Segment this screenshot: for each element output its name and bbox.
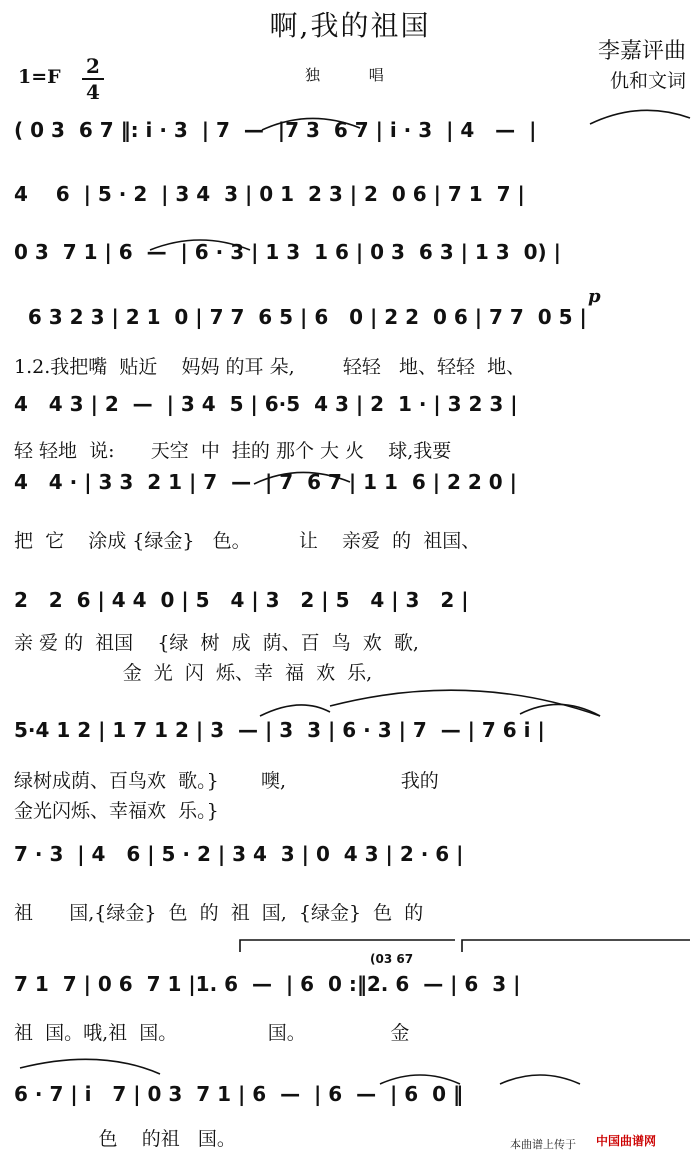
slur-arc [20,1059,160,1074]
lyrics-line-8: 绿树成荫、百鸟欢 歌。} 噢, 我的 [14,770,439,792]
volta-2-bracket [462,940,690,952]
notation-line-7: 2 2 6 | 4 4 0 | 5 4 | 3 2 | 5 4 | 3 2 | [14,588,469,612]
slur-arc [262,118,360,130]
lyrics-line-5: 轻 轻地 说: 天空 中 挂的 那个 大 火 球,我要 [14,440,452,462]
slur-arc [260,705,330,716]
notation-line-6: 4 4 · | 3 3 2 1 | 7 — | 7 6 7 | 1 1 6 | 2 2 0 | [14,470,517,494]
slur-arc [500,1075,580,1084]
notation-line-8: 5·4 1 2 | 1 7 1 2 | 3 — | 3 3 | 6 · 3 | 7 — | 7 6 i | [14,718,545,742]
lyrics-line-7: 亲 爱 的 祖国 {绿 树 成 荫、百 鸟 欢 歌, [14,632,419,654]
meter-bottom: 4 [82,78,104,104]
slur-arc [520,704,600,716]
volta-1-bracket [240,940,455,952]
dynamic-marking: p [588,286,601,307]
lyrics-line-11: 色 的祖 国。 [14,1128,236,1150]
notation-line-11: 6 · 7 | i 7 | 0 3 7 1 | 6 — | 6 — | 6 0 ‖ [14,1082,464,1106]
notation-line-2: 4 6 | 5 · 2 | 3 4 3 | 0 1 2 3 | 2 0 6 | 7 1 7 | [14,182,525,206]
slur-arc [254,472,350,484]
page-title: 啊,我的祖国 [269,9,431,42]
lyrics-line-6: 把 它 涂成 {绿金} 色。 让 亲爱 的 祖国、 [14,530,481,552]
site-logo: 中国曲谱网 [596,1134,657,1148]
lyrics-line-10: 祖 国。哦,祖 国。 国。 金 [14,1022,410,1044]
lyricist-credit: 仇和文词 [609,70,686,92]
volta-pickup: (03 67 [370,952,414,966]
slur-arc [380,1075,460,1084]
lyrics-line-8b: 金光闪烁、幸福欢 乐。} [14,800,219,822]
lyrics-line-7b: 金 光 闪 烁、幸 福 欢 乐, [14,662,373,684]
notation-line-1: ( 0 3 6 7 ‖: i · 3 | 7 — |7 3 6 7 | i · 3 | 4 — | [14,118,537,142]
lyrics-line-9: 祖 国,{绿金} 色 的 祖 国, {绿金} 色 的 [14,902,424,924]
key-signature: 1=F [18,66,61,88]
slur-arc [150,240,250,250]
slur-arc [590,110,690,124]
notation-line-9: 7 · 3 | 4 6 | 5 · 2 | 3 4 3 | 0 4 3 | 2 · 6 | [14,842,464,866]
notation-line-4: 6 3 2 3 | 2 1 0 | 7 7 6 5 | 6 0 | 2 2 0 6 | 7 7 0 5 | [14,305,587,329]
composer-credit: 李嘉评曲 [597,39,686,64]
upload-note: 本曲谱上传于 [510,1138,576,1151]
notation-line-3: 0 3 7 1 | 6 — | 6 · 3 | 1 3 1 6 | 0 3 6 3 | 1 3 0) | [14,240,561,264]
notation-line-10: 7 1 7 | 0 6 7 1 |1. 6 — | 6 0 :‖2. 6 — | 6 3 | [14,972,521,996]
performance-type: 独 唱 [305,66,406,84]
slur-arc [330,690,600,716]
meter-top: 2 [86,54,100,78]
notation-line-5: 4 4 3 | 2 — | 3 4 5 | 6·5 4 3 | 2 1 · | 3 2 3 | [14,392,518,416]
lyrics-line-4: 1.2.我把嘴 贴近 妈妈 的耳 朵, 轻轻 地、轻轻 地、 [14,356,526,378]
